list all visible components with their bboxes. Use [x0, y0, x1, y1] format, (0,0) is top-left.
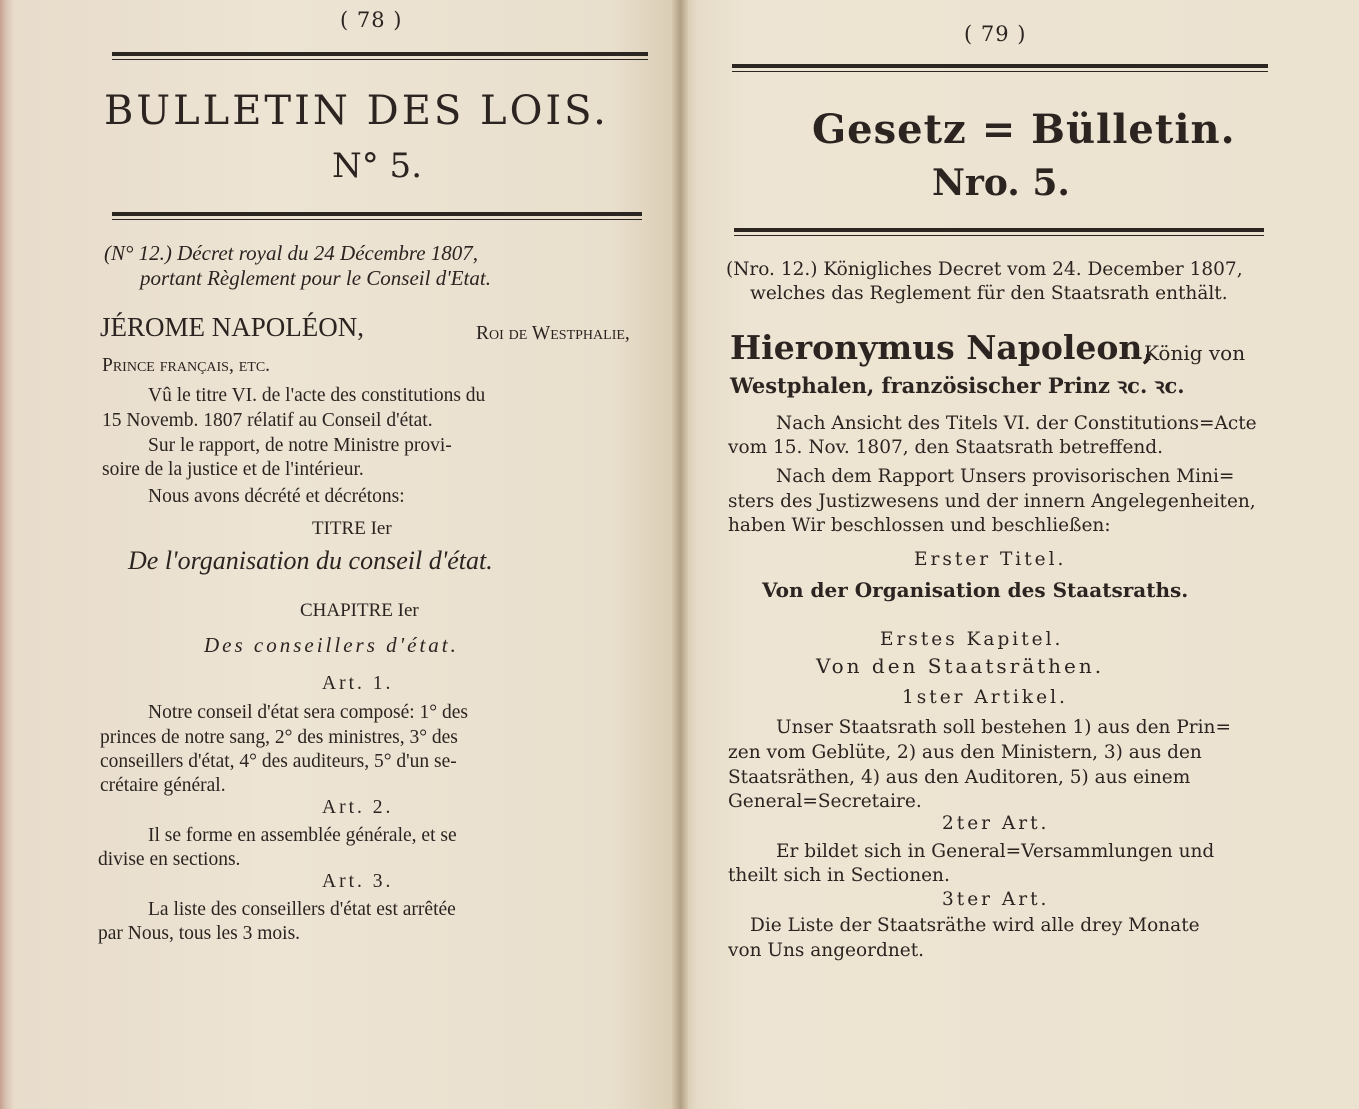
para1-line-2: vom 15. Nov. 1807, den Staatsrath betreffend.	[728, 437, 1164, 458]
para1-line-2: 15 Novemb. 1807 rélatif au Conseil d'état.	[102, 410, 433, 431]
king-name: JÉROME NAPOLÉON,	[100, 312, 365, 342]
art1-line-3: Staatsräthen, 4) aus den Auditoren, 5) aus einem	[728, 767, 1191, 788]
header-rule	[732, 64, 1268, 72]
art2-line-2: divise en sections.	[98, 849, 241, 870]
kapitel-label: Erstes Kapitel.	[880, 629, 1064, 650]
page-number: ( 78 )	[340, 8, 403, 32]
art1-line-2: princes de notre sang, 2° des ministres, 3° des	[100, 727, 458, 748]
title-rule	[112, 212, 642, 220]
right-page	[680, 0, 1359, 1109]
art3-label: Art. 3.	[322, 871, 394, 892]
art1-line-4: crétaire général.	[100, 775, 226, 796]
para1-line-1: Nach Ansicht des Titels VI. der Constitutions=Acte	[776, 413, 1257, 434]
header-rule	[112, 52, 648, 60]
para3: Nous avons décrété et décrétons:	[148, 486, 405, 507]
art1-label: 1ster Artikel.	[902, 687, 1068, 708]
decree-line-1: (Nro. 12.) Königliches Decret vom 24. December 1807,	[726, 259, 1243, 280]
decree-line-2: welches das Reglement für den Staatsrath enthält.	[750, 283, 1228, 304]
art2-line-2: theilt sich in Sectionen.	[728, 865, 950, 886]
art3-line-1: Die Liste der Staatsräthe wird alle drey Monate	[750, 915, 1200, 936]
chapitre-heading: Des conseillers d'état.	[204, 633, 459, 657]
art1-line-1: Unser Staatsrath soll bestehen 1) aus den Prin=	[776, 717, 1231, 738]
titre-heading: De l'organisation du conseil d'état.	[128, 546, 493, 575]
para2-line-1: Nach dem Rapport Unsers provisorischen Mini=	[776, 466, 1235, 487]
titre-label: TITRE Ier	[312, 518, 392, 539]
para2-line-2: sters des Justizwesens und der innern Angelegenheiten,	[728, 491, 1256, 512]
king-title-1: König von	[1144, 341, 1246, 365]
king-name: Hieronymus Napoleon,	[730, 328, 1154, 367]
para2-line-1: Sur le rapport, de notre Ministre provi-	[148, 435, 452, 456]
decree-line-1: (N° 12.) Décret royal du 24 Décembre 1807,	[104, 241, 479, 265]
art2-line-1: Il se forme en assemblée générale, et se	[148, 825, 457, 846]
art2-label: 2ter Art.	[942, 813, 1050, 834]
titel-heading: Von der Organisation des Staatsraths.	[762, 578, 1189, 602]
para1-line-1: Vû le titre VI. de l'acte des constitutions du	[148, 385, 486, 406]
king-title-1: Roi de Westphalie,	[476, 323, 630, 344]
art1-line-2: zen vom Geblüte, 2) aus den Ministern, 3) aus den	[728, 742, 1202, 763]
art2-label: Art. 2.	[322, 797, 394, 818]
titel-label: Erster Titel.	[914, 549, 1067, 570]
king-title-2: Westphalen, französischer Prinz ꝛc. ꝛc.	[730, 373, 1185, 398]
art3-line-1: La liste des conseillers d'état est arrêtée	[148, 899, 456, 920]
book-gutter	[672, 0, 688, 1109]
bulletin-number: Nro. 5.	[932, 162, 1070, 204]
art1-line-4: General=Secretaire.	[728, 791, 922, 812]
para2-line-2: soire de la justice et de l'intérieur.	[102, 459, 364, 480]
king-title-2: Prince français, etc.	[102, 355, 271, 376]
art3-line-2: von Uns angeordnet.	[728, 940, 925, 961]
kapitel-heading: Von den Staatsräthen.	[816, 654, 1105, 678]
art3-line-2: par Nous, tous les 3 mois.	[98, 923, 301, 944]
bulletin-title: Gesetz = Bülletin.	[812, 106, 1236, 153]
art1-label: Art. 1.	[322, 673, 394, 694]
chapitre-label: CHAPITRE Ier	[300, 600, 419, 621]
title-rule	[734, 228, 1264, 236]
art2-line-1: Er bildet sich in General=Versammlungen und	[776, 841, 1215, 862]
art1-line-3: conseillers d'état, 4° des auditeurs, 5° d'un se-	[100, 751, 457, 772]
bulletin-number: N° 5.	[332, 146, 422, 186]
art3-label: 3ter Art.	[942, 889, 1050, 910]
para2-line-3: haben Wir beschlossen und beschließen:	[728, 515, 1111, 536]
page-number: ( 79 )	[964, 22, 1027, 46]
bulletin-title: BULLETIN DES LOIS.	[104, 88, 609, 134]
decree-line-2: portant Règlement pour le Conseil d'Etat.	[140, 266, 491, 290]
art1-line-1: Notre conseil d'état sera composé: 1° des	[148, 702, 468, 723]
